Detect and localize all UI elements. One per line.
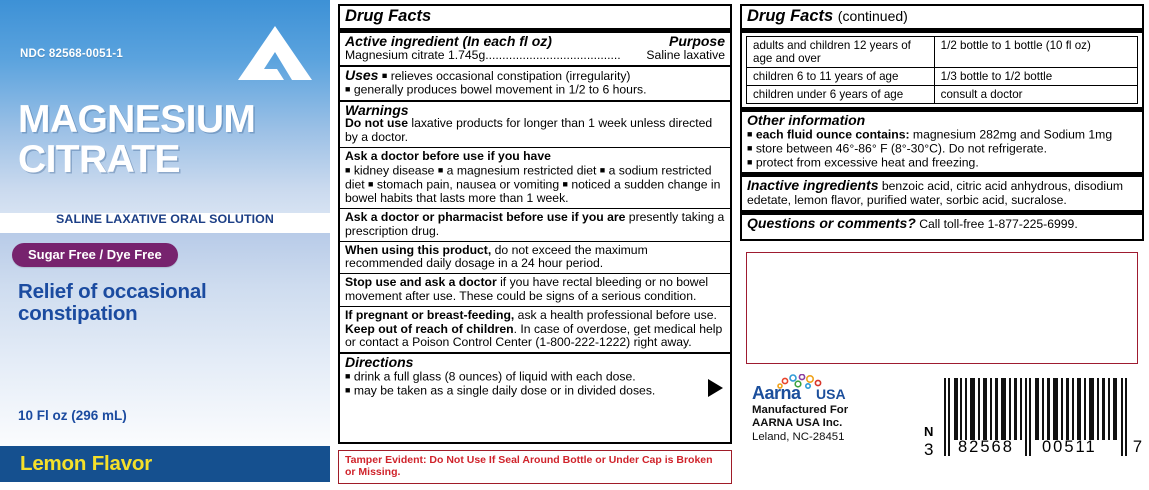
manufacturer-line-3: Leland, NC-28451 [752, 430, 845, 443]
dosage-age-2: children under 6 years of age [747, 86, 935, 104]
manufacturer-address [752, 404, 932, 444]
product-name [18, 100, 318, 180]
other-information-heading: Other information [747, 112, 866, 128]
product-name-line2: CITRATE [18, 138, 180, 181]
table-row [747, 86, 1138, 104]
when-using-text: do not exceed the maximum recommended daily dosage in a 24 hour period. [345, 242, 648, 271]
ask-doctor-item-4: noticed a sudden change in bowel habits that lasts more than 1 week. [345, 177, 721, 205]
manufacturer-block [752, 374, 932, 444]
warnings-section [340, 102, 730, 147]
product-subtitle: SALINE LAXATIVE ORAL SOLUTION [56, 212, 274, 226]
directions-item-0: drink a full glass (8 ounces) of liquid with each dose. [353, 369, 636, 384]
aarna-logo-icon [752, 374, 864, 402]
dosage-age-0: adults and children 12 years of age and over [747, 37, 935, 68]
uses-item-1: generally produces bowel movement in 1/2 to 6 hours. [353, 82, 647, 97]
other-info-0-text: magnesium 282mg and Sodium 1mg [909, 127, 1113, 142]
bullet-square-icon: ■ [345, 370, 351, 381]
ask-doctor-item-0: kidney disease [353, 163, 435, 178]
tamper-evident-notice [338, 450, 732, 484]
dosage-age-1: children 6 to 11 years of age [747, 68, 935, 86]
directions-item-1: may be taken as a single daily dose or in divided doses. [353, 383, 656, 398]
pregnant-label: If pregnant or breast-feeding, [345, 308, 515, 323]
stop-use-text: if you have rectal bleeding or no bowel movement after use. These could be signs of a serious condition. [345, 275, 709, 303]
svg-text:Aarna: Aarna [752, 383, 801, 402]
directions-heading: Directions [345, 354, 414, 371]
active-ingredient-purpose: Saline laxative [646, 47, 725, 62]
stop-use-label: Stop use and ask a doctor [345, 275, 497, 290]
dosage-amount-0: 1/2 bottle to 1 bottle (10 fl oz) [934, 37, 1137, 68]
ask-doctor-section [340, 148, 730, 208]
aarna-triangle-a-logo-icon [236, 24, 314, 82]
dosage-amount-1: 1/3 bottle to 1/2 bottle [934, 68, 1137, 86]
bullet-square-icon: ■ [747, 128, 753, 139]
barcode-check-digit: 7 [1132, 438, 1144, 456]
pregnancy-keepout-section [340, 307, 730, 352]
sugar-free-badge: Sugar Free / Dye Free [12, 243, 178, 267]
ask-pharmacist-section [340, 209, 730, 241]
directions-section [340, 354, 730, 400]
product-claim: Relief of occasional constipation [18, 280, 207, 325]
bullet-square-icon: ■ [747, 142, 753, 153]
panel-bottom-rule [0, 482, 330, 490]
bullet-square-icon: ■ [368, 178, 374, 189]
table-row [747, 68, 1138, 86]
inactive-ingredients-heading: Inactive ingredients [747, 177, 879, 194]
bullet-square-icon: ■ [437, 164, 444, 175]
uses-item-0: relieves occasional constipation (irregularity) [390, 68, 631, 83]
tamper-evident-text: Do Not Use If Seal Around Bottle or Under Cap is Broken or Missing. [345, 454, 713, 479]
ask-pharmacist-text: presently taking a prescription drug. [345, 210, 725, 238]
bullet-square-icon: ■ [562, 178, 568, 189]
ndc-number: NDC 82568-0051-1 [20, 48, 123, 60]
warnings-heading: Warnings [345, 101, 409, 118]
pregnant-text: ask a health professional before use. [514, 308, 717, 323]
leader-dots: ........................................ [485, 48, 621, 62]
drug-facts-continued-suffix: (continued) [837, 8, 908, 24]
uses-section [340, 67, 730, 100]
drug-facts-continued-panel [740, 4, 1144, 241]
drug-facts-continued-title-main: Drug Facts [747, 7, 834, 25]
other-information-section [742, 112, 1142, 172]
table-row [747, 37, 1138, 68]
ask-doctor-heading: Ask a doctor before use if you have [345, 149, 551, 164]
dosage-table-wrap [742, 33, 1142, 107]
drug-facts-title: Drug Facts [345, 7, 432, 25]
ask-doctor-item-3: stomach pain, nausea or vomiting [376, 177, 560, 192]
product-name-line1: MAGNESIUM [18, 98, 256, 141]
tamper-evident-label: Tamper Evident: [345, 454, 427, 466]
barcode-group-2: 00511 [1042, 438, 1097, 456]
svg-text:USA: USA [816, 386, 846, 402]
bullet-square-icon: ■ [381, 70, 388, 81]
manufacturer-line-2: AARNA USA Inc. [752, 417, 843, 430]
dosage-table [746, 36, 1138, 104]
ask-pharmacist-label: Ask a doctor or pharmacist before use if you are [345, 210, 626, 225]
barcode-group-1: 82568 [958, 438, 1014, 456]
dosage-amount-2: consult a doctor [934, 86, 1137, 104]
keep-out-text: . In case of overdose, get medical help or contact a Poison Control Center (1-800-222-1222) right away. [345, 321, 723, 350]
barcode-letter: N [924, 424, 934, 439]
ask-doctor-item-1: a magnesium restricted diet [446, 163, 597, 178]
bullet-square-icon: ■ [747, 156, 753, 167]
inactive-ingredients-text: benzoic acid, citric acid anhydrous, disodium edetate, lemon flavor, purified water, sorbic acid, sucralose. [747, 179, 1124, 207]
bullet-square-icon: ■ [345, 84, 351, 95]
active-ingredient-heading: Active ingredient (In each fl oz) [345, 33, 552, 49]
blank-red-bordered-box [746, 252, 1138, 364]
questions-section [742, 215, 1142, 234]
other-info-0-label: each fluid ounce contains: [755, 127, 910, 142]
upc-barcode [922, 376, 1144, 481]
aarna-usa-logo [752, 374, 864, 402]
active-ingredient-section [340, 33, 730, 65]
when-using-label: When using this product, [345, 242, 492, 257]
ask-doctor-item-2: a sodium restricted diet [345, 163, 712, 192]
other-info-2-text: protect from excessive heat and freezing. [755, 155, 979, 170]
do-not-use-text: laxative products for longer than 1 week unless directed by a doctor. [345, 116, 713, 145]
keep-out-label: Keep out of reach of children [345, 321, 514, 336]
active-ingredient-name: Magnesium citrate 1.745g [345, 47, 486, 62]
inactive-ingredients-section [742, 177, 1142, 210]
manufacturer-line-1: Manufactured For [752, 404, 849, 416]
drug-facts-continued-title [742, 6, 1142, 28]
when-using-section [340, 242, 730, 274]
purpose-heading: Purpose [668, 33, 725, 49]
uses-heading: Uses [345, 66, 379, 83]
flavor-label: Lemon Flavor [20, 452, 153, 475]
net-quantity: 10 Fl oz (296 mL) [18, 408, 127, 423]
stop-use-section [340, 274, 730, 306]
do-not-use-label: Do not use [345, 116, 408, 131]
product-front-panel [0, 0, 330, 490]
questions-text: Call toll-free 1-877-225-6999. [915, 217, 1078, 232]
questions-heading: Questions or comments? [747, 215, 916, 232]
barcode-lead-digit: 3 [924, 440, 934, 459]
continued-play-triangle-icon [708, 379, 723, 397]
bullet-square-icon: ■ [345, 385, 351, 396]
other-info-1-text: store between 46°-86° F (8°-30°C). Do not refrigerate. [755, 141, 1047, 156]
bullet-square-icon: ■ [599, 164, 606, 175]
bullet-square-icon: ■ [345, 164, 351, 175]
drug-facts-panel [338, 4, 732, 444]
